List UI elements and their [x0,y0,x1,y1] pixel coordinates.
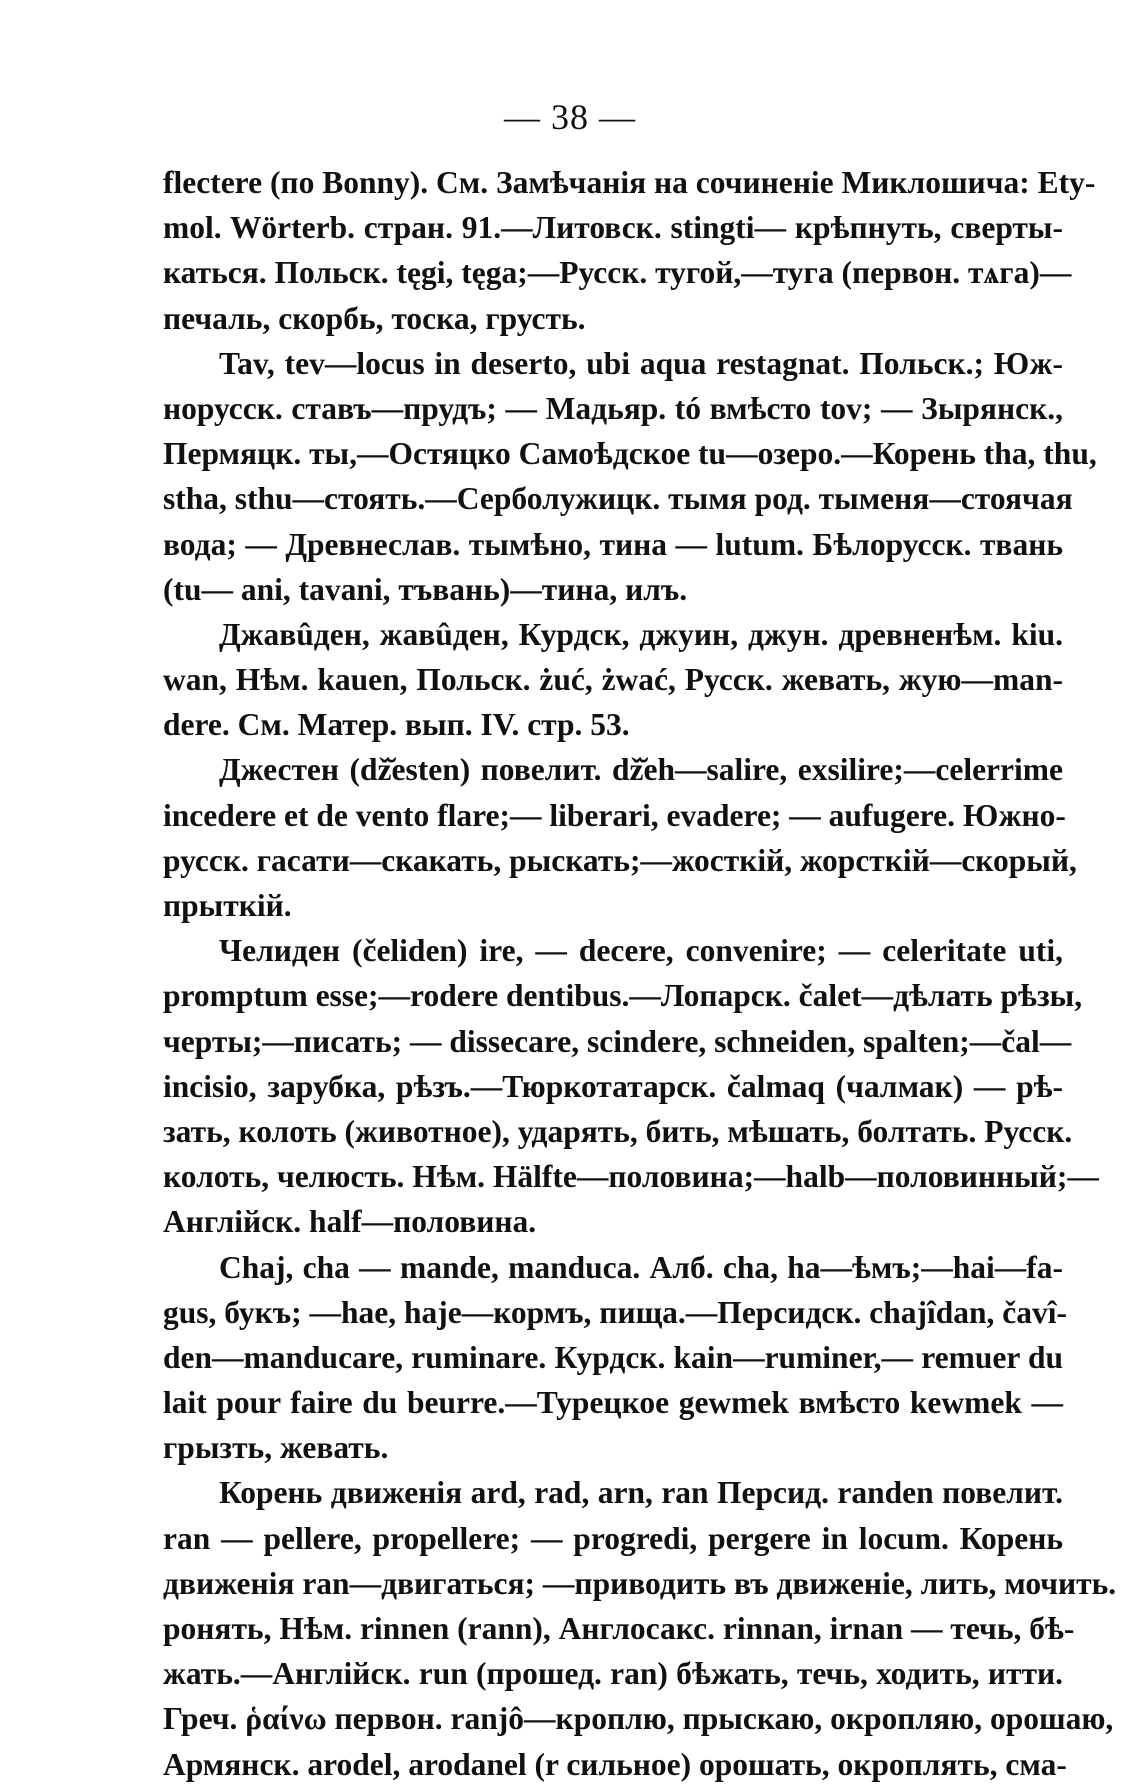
text-line: gus, букъ; —hae, haje—кормъ, пища.—Персидск. chajîdan, čavî- [163,1294,1068,1330]
text-line: Челиден (čeliden) ire, — decere, convenire; — celeritate uti, [219,933,1063,969]
text-line: колоть, челюсть. Нѣм. Hälfte—половина;—halb—половинный;— [163,1159,1099,1195]
text-line: mol. Wörterb. стран. 91.—Литовск. stingti— крѣпнуть, сверты- [163,210,1063,246]
text-line: den—manducare, ruminare. Курдск. kain—ruminer,— remuer du [163,1339,1063,1375]
text-line: черты;—писать; — dissecare, scindere, schneiden, spalten;—čal— [163,1023,1072,1059]
text-line: Греч. ῥαίνω первон. ranjô—кроплю, прыскаю, окропляю, орошаю, [163,1701,1114,1737]
text-line: Армянск. arodel, arodanel (r сильное) орошать, окроплять, сма- [163,1746,1067,1782]
text-line: Англійск. half—половина. [163,1204,537,1240]
page-number: — 38 — [504,97,636,137]
text-line: печаль, скорбь, тоска, грусть. [163,300,586,336]
text-line: движенія ran—двигаться; —приводить въ движеніе, лить, мочить. [163,1565,1117,1601]
text-line: грызть, жевать. [163,1430,389,1466]
text-line: flectere (по Bonny). См. Замѣчанія на сочиненіе Миклошича: Ety- [163,165,1096,200]
text-line: incisio, зарубка, рѣзъ.—Тюркотатарск. čalmaq (чалмак) — рѣ- [163,1068,1063,1104]
text-line: жать.—Англійск. run (прошед. ran) бѣжать, течь, ходить, итти. [163,1656,1063,1692]
text-body [163,160,1117,1787]
text-line: Пермяцк. ты,—Остяцко Самоѣдское tu—озеро.—Корень tha, thu, [163,436,1097,472]
text-line: каться. Польск. tęgi, tęga;—Русск. тугой,—туга (первон. тѧга)— [163,255,1072,291]
text-line: Chaj, cha — mande, manduca. Алб. cha, ha—ѣмъ;—hai—fa- [219,1249,1063,1285]
text-line: прыткій. [163,888,292,923]
text-line: зать, колоть (животное), ударять, бить, мѣшать, болтать. Русск. [163,1113,1073,1149]
text-line: stha, sthu—стоять.—Серболужицк. тымя род. тыменя—стоячая [163,481,1073,517]
text-line: Джестен (dž̆esten) повелит. dž̆eh—salire, exsilire;—celerrime [219,752,1063,788]
text-line: Джавûден, жавûден, Курдск, джуин, джун. древненѣм. kiu. [219,616,1063,652]
text-line: ронять, Нѣм. rinnen (rann), Англосакс. rinnan, irnan — течь, бѣ- [163,1611,1075,1646]
text-line: норусск. ставъ—прудъ; — Мадьяр. tó вмѣсто tov; — Зырянск., [163,390,1063,426]
text-line: вода; — Древнеслав. тымѣно, тина — lutum. Бѣлорусск. твань [163,526,1063,562]
text-line: dere. См. Матер. вып. IV. стр. 53. [163,707,630,743]
text-line: incedere et de vento flare;— liberari, evadere; — aufugere. Южно- [163,797,1066,833]
text-line: wan, Нѣм. kauen, Польск. żuć, żwać, Русск. жевать, жую—man- [163,662,1063,698]
text-line: (tu— ani, tavani, тъвань)—тина, илъ. [163,571,688,607]
text-line: lait pour faire du beurre.—Турецкое gewmek вмѣсто kewmek — [163,1385,1063,1421]
text-line: ran — pellere, propellere; — progredi, pergere in locum. Корень [163,1520,1063,1556]
text-line: Корень движенія ard, rad, arn, ran Персид. randen повелит. [219,1475,1063,1511]
text-line: Tav, tev—locus in deserto, ubi aqua restagnat. Польск.; Юж- [219,345,1063,381]
text-line: promptum esse;—rodere dentibus.—Лопарск. čalet—дѣлать рѣзы, [163,978,1083,1014]
text-line: русск. гасати—скакать, рыскать;—жосткій, жорсткій—скорый, [163,842,1077,878]
